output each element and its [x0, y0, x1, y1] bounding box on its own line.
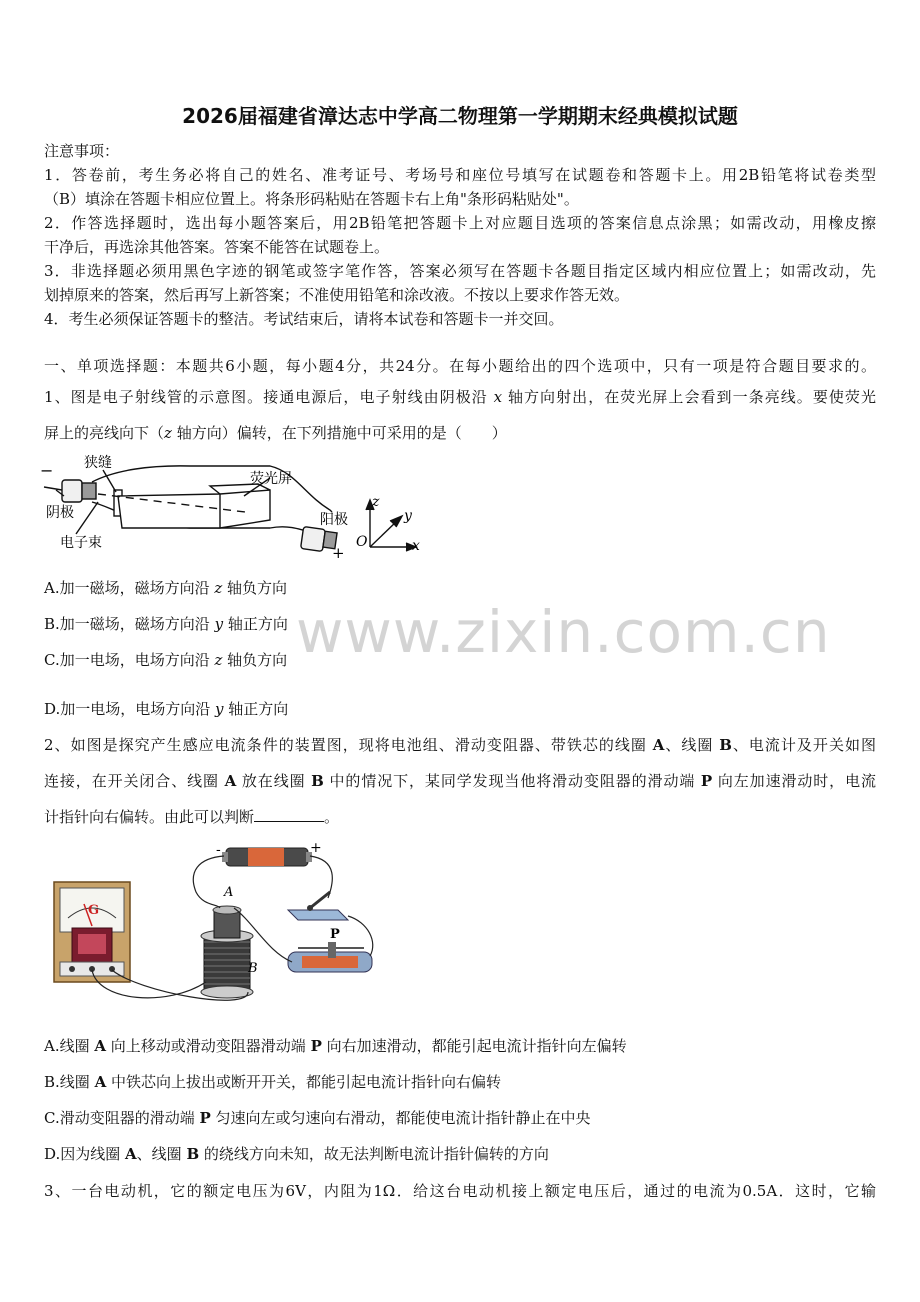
watermark: www.zixin.com.cn [296, 598, 831, 666]
label-cathode: 阴极 [46, 505, 74, 521]
q1-stem-line-2: 屏上的亮线向下（z 轴方向）偏转，在下列措施中可采用的是（ ） [44, 424, 507, 442]
label-screen: 荧光屏 [250, 471, 292, 487]
slider-p-label: P [330, 927, 340, 942]
switch [288, 892, 348, 920]
notice-line-7: 4．考生必须保证答题卡的整洁。考试结束后，请将本试卷和答题卡一并交回。 [44, 310, 564, 328]
label-minus: − [40, 461, 54, 480]
q2-option-a[interactable]: A.线圈 A 向上移动或滑动变阻器滑动端 P 向右加速滑动，都能引起电流计指针向左偏转 [44, 1037, 627, 1055]
label-anode: 阳极 [320, 512, 348, 528]
q2-stem-line-2: 连接，在开关闭合、线圈 A 放在线圈 B 中的情况下，某同学发现当他将滑动变阻器的滑动端 P 向左加速滑动时，电流 [44, 772, 876, 790]
q1-stem-line-1: 1、图是电子射线管的示意图。接通电源后，电子射线由阴极沿 x 轴方向射出，在荧光屏上会看到一条亮线。要使荧光 [44, 388, 876, 406]
q2-stem-line-1: 2、如图是探究产生感应电流条件的装置图，现将电池组、滑动变阻器、带铁芯的线圈 A、线圈 B、电流计及开关如图 [44, 736, 876, 754]
notice-heading: 注意事项： [44, 142, 120, 160]
q1-option-a[interactable]: A.加一磁场，磁场方向沿 z 轴负方向 [44, 579, 288, 597]
battery [222, 848, 312, 866]
label-slit: 狭缝 [84, 455, 112, 471]
battery-plus-label: + [310, 840, 322, 856]
q2-option-c[interactable]: C.滑动变阻器的滑动端 P 匀速向左或匀速向右滑动，都能使电流计指针静止在中央 [44, 1109, 591, 1127]
notice-line-1: 1．答卷前，考生务必将自己的姓名、准考证号、考场号和座位号填写在试题卷和答题卡上。用2B铅笔将试卷类型 [44, 166, 876, 184]
coil-b-label: B [248, 961, 258, 976]
q2-option-d[interactable]: D.因为线圈 A、线圈 B 的绕线方向未知，故无法判断电流计指针偏转的方向 [44, 1145, 549, 1163]
battery-minus-label: - [216, 842, 221, 858]
galvanometer [54, 882, 130, 982]
axis-y-label: y [404, 508, 412, 524]
notice-line-2: （B）填涂在答题卡相应位置上。将条形码粘贴在答题卡右上角"条形码粘贴处"。 [44, 190, 579, 208]
section-heading: 一、单项选择题：本题共6小题，每小题4分，共24分。在每小题给出的四个选项中，只有一项是符合题目要求的。 [44, 357, 876, 375]
q3-stem-line-1: 3、一台电动机，它的额定电压为6V，内阻为1Ω．给这台电动机接上额定电压后，通过的电流为0.5A．这时，它输 [44, 1182, 876, 1200]
rheostat [288, 942, 372, 972]
galvanometer-label: G [88, 903, 100, 918]
axis-z-label: z [372, 494, 380, 510]
notice-line-4: 干净后，再选涂其他答案。答案不能答在试题卷上。 [44, 238, 390, 256]
notice-line-6: 划掉原来的答案，然后再写上新答案；不准使用铅笔和涂改液。不按以上要求作答无效。 [44, 286, 630, 304]
q1-option-b[interactable]: B.加一磁场，磁场方向沿 y 轴正方向 [44, 615, 288, 633]
q1-option-c[interactable]: C.加一电场，电场方向沿 z 轴负方向 [44, 651, 288, 669]
q2-apparatus-figure [48, 842, 388, 1012]
coil-b [201, 930, 253, 998]
label-plus: + [332, 544, 345, 562]
q2-option-b[interactable]: B.线圈 A 中铁芯向上拔出或断开开关，都能引起电流计指针向右偏转 [44, 1073, 501, 1091]
notice-line-5: 3．非选择题必须用黑色字迹的钢笔或签字笔作答，答案必须写在答题卡各题目指定区域内相应位置上；如需改动，先 [44, 262, 876, 280]
answer-blank[interactable] [254, 807, 324, 822]
origin-label: O [356, 534, 368, 550]
page-title: 2026届福建省漳达志中学高二物理第一学期期末经典模拟试题 [182, 104, 738, 128]
axis-x-label: x [412, 538, 420, 554]
coil-a-label: A [224, 885, 234, 900]
q2-stem-line-3: 计指针向右偏转。由此可以判断 。 [44, 808, 340, 826]
q1-option-d[interactable]: D.加一电场，电场方向沿 y 轴正方向 [44, 700, 289, 718]
q1-crt-figure [40, 450, 430, 565]
label-beam: 电子束 [60, 535, 102, 551]
notice-line-3: 2．作答选择题时，选出每小题答案后，用2B铅笔把答题卡上对应题目选项的答案信息点涂黑；如需改动，用橡皮擦 [44, 214, 876, 232]
